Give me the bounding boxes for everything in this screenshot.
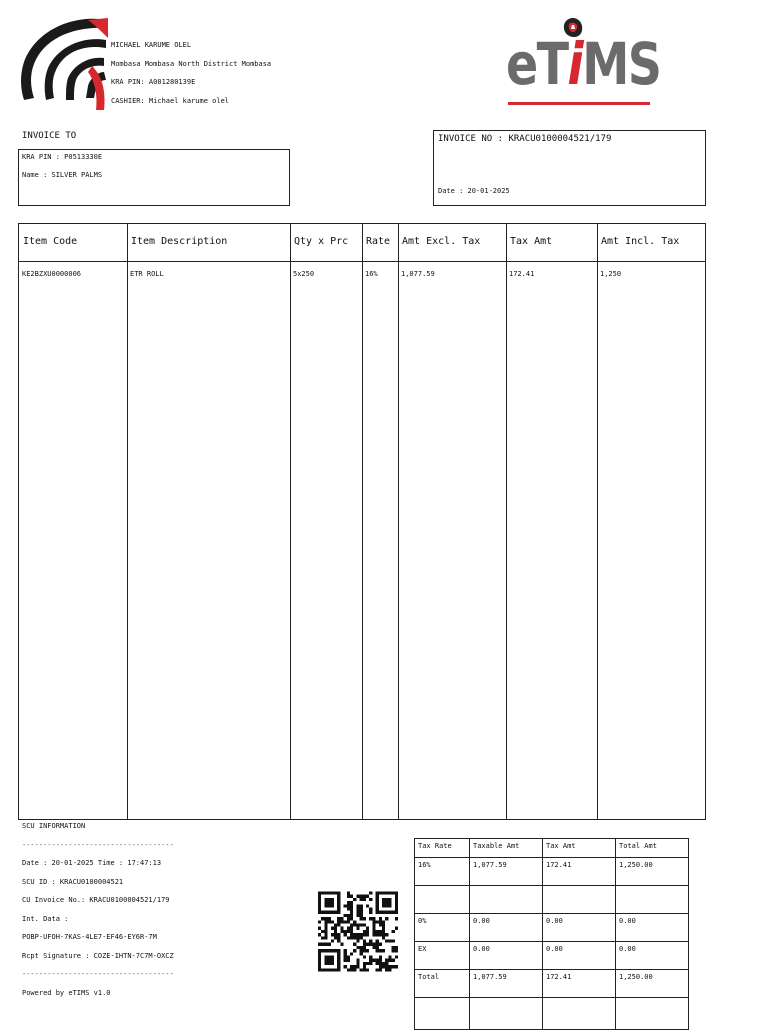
tax-cell: 1,250.00	[616, 970, 689, 998]
header-item-description: Item Description	[131, 236, 228, 247]
seller-details	[111, 40, 371, 114]
tax-cell: 1,077.59	[470, 970, 543, 998]
item-qty-price: 5x250	[293, 270, 315, 278]
seller-name: MICHAEL KARUME OLEL	[111, 41, 192, 49]
tax-cell	[415, 886, 470, 914]
scu-int-data-value: POBP-UFOH-7KAS-4LE7-EF46-EY6R-7M	[22, 933, 157, 941]
item-description: ETR ROLL	[130, 270, 164, 278]
column-divider	[398, 224, 399, 819]
qr-code	[318, 891, 398, 972]
tax-row	[415, 970, 689, 998]
invoice-to-heading: INVOICE TO	[22, 131, 77, 141]
tax-cell: 16%	[415, 858, 470, 886]
tax-cell: EX	[415, 942, 470, 970]
powered-by: Powered by eTIMS v1.0	[22, 988, 111, 997]
etims-logo	[506, 30, 661, 112]
items-table	[18, 223, 706, 820]
scu-separator: ------------------------------------	[22, 970, 174, 978]
column-divider	[597, 224, 598, 819]
scu-signature: Rcpt Signature : COZE-IHTN-7C7M-OXCZ	[22, 951, 174, 960]
seller-cashier: CASHIER: Michael karume olel	[111, 96, 230, 105]
logo-t: T	[536, 30, 568, 98]
tax-cell: 0%	[415, 914, 470, 942]
column-divider	[127, 224, 128, 819]
tax-header-tax-amt: Tax Amt	[543, 839, 616, 858]
tax-cell: 0.00	[616, 914, 689, 942]
seller-logo	[18, 16, 110, 112]
tax-cell	[543, 886, 616, 914]
tax-cell: 0.00	[616, 942, 689, 970]
tax-cell	[543, 998, 616, 1030]
tax-header-total: Total Amt	[616, 839, 689, 858]
tax-cell	[470, 886, 543, 914]
item-rate: 16%	[365, 270, 378, 278]
scu-information	[22, 822, 312, 1007]
logo-underline	[508, 102, 650, 105]
header-rate: Rate	[366, 236, 391, 247]
invoice-date: Date : 20-01-2025	[438, 187, 510, 195]
tax-header-taxable: Taxable Amt	[470, 839, 543, 858]
item-tax-amt: 172.41	[509, 270, 535, 278]
tax-header-rate: Tax Rate	[415, 839, 470, 858]
item-code: KE2BZXU0000006	[22, 270, 82, 278]
scu-cu-invoice: CU Invoice No.: KRACU0100004521/179	[22, 896, 170, 904]
logo-ms: MS	[582, 30, 661, 98]
tax-cell: 172.41	[543, 970, 616, 998]
scu-separator: ------------------------------------	[22, 840, 174, 849]
invoice-number-box	[433, 130, 706, 206]
tax-cell: 0.00	[470, 914, 543, 942]
scu-title: SCU INFORMATION	[22, 822, 86, 830]
customer-name: Name : SILVER PALMS	[22, 171, 103, 179]
tax-cell	[616, 998, 689, 1030]
tax-cell: 0.00	[543, 914, 616, 942]
header-tax-amt: Tax Amt	[510, 236, 553, 247]
tax-row	[415, 858, 689, 886]
tax-cell	[415, 998, 470, 1030]
item-amt-incl-tax: 1,250	[600, 270, 622, 278]
header-qty-price: Qty x Prc	[294, 236, 349, 247]
tax-cell: 1,077.59	[470, 858, 543, 886]
tax-row	[415, 886, 689, 914]
tax-row	[415, 998, 689, 1030]
header-divider	[19, 261, 705, 262]
header-item-code: Item Code	[23, 236, 78, 247]
seller-kra-pin: KRA PIN: A001280139E	[111, 78, 196, 86]
tax-cell	[470, 998, 543, 1030]
column-divider	[506, 224, 507, 819]
tax-summary-header-row	[415, 839, 689, 858]
seller-address: Mombasa Mombasa North District Mombasa	[111, 59, 272, 68]
tax-summary-table	[414, 838, 689, 1030]
tax-cell: 0.00	[470, 942, 543, 970]
logo-i: i	[567, 30, 583, 98]
invoice-number: INVOICE NO : KRACU0100004521/179	[438, 134, 612, 144]
tax-cell: 1,250.00	[616, 858, 689, 886]
tax-row	[415, 914, 689, 942]
logo-e: e	[506, 30, 537, 98]
column-divider	[362, 224, 363, 819]
scu-date-time: Date : 20-01-2025 Time : 17:47:13	[22, 859, 162, 867]
invoice-to-box	[18, 149, 290, 206]
header-amt-excl-tax: Amt Excl. Tax	[402, 236, 481, 247]
customer-kra-pin: KRA PIN : P0513330E	[22, 153, 103, 161]
tax-cell	[616, 886, 689, 914]
scu-id: SCU ID : KRACU0100004521	[22, 877, 124, 886]
tax-cell: 172.41	[543, 858, 616, 886]
item-amt-excl-tax: 1,077.59	[401, 270, 435, 278]
tax-row	[415, 942, 689, 970]
scu-int-data: Int. Data :	[22, 914, 69, 923]
column-divider	[290, 224, 291, 819]
tax-cell: Total	[415, 970, 470, 998]
tax-cell: 0.00	[543, 942, 616, 970]
header-amt-incl-tax: Amt Incl. Tax	[601, 236, 680, 247]
